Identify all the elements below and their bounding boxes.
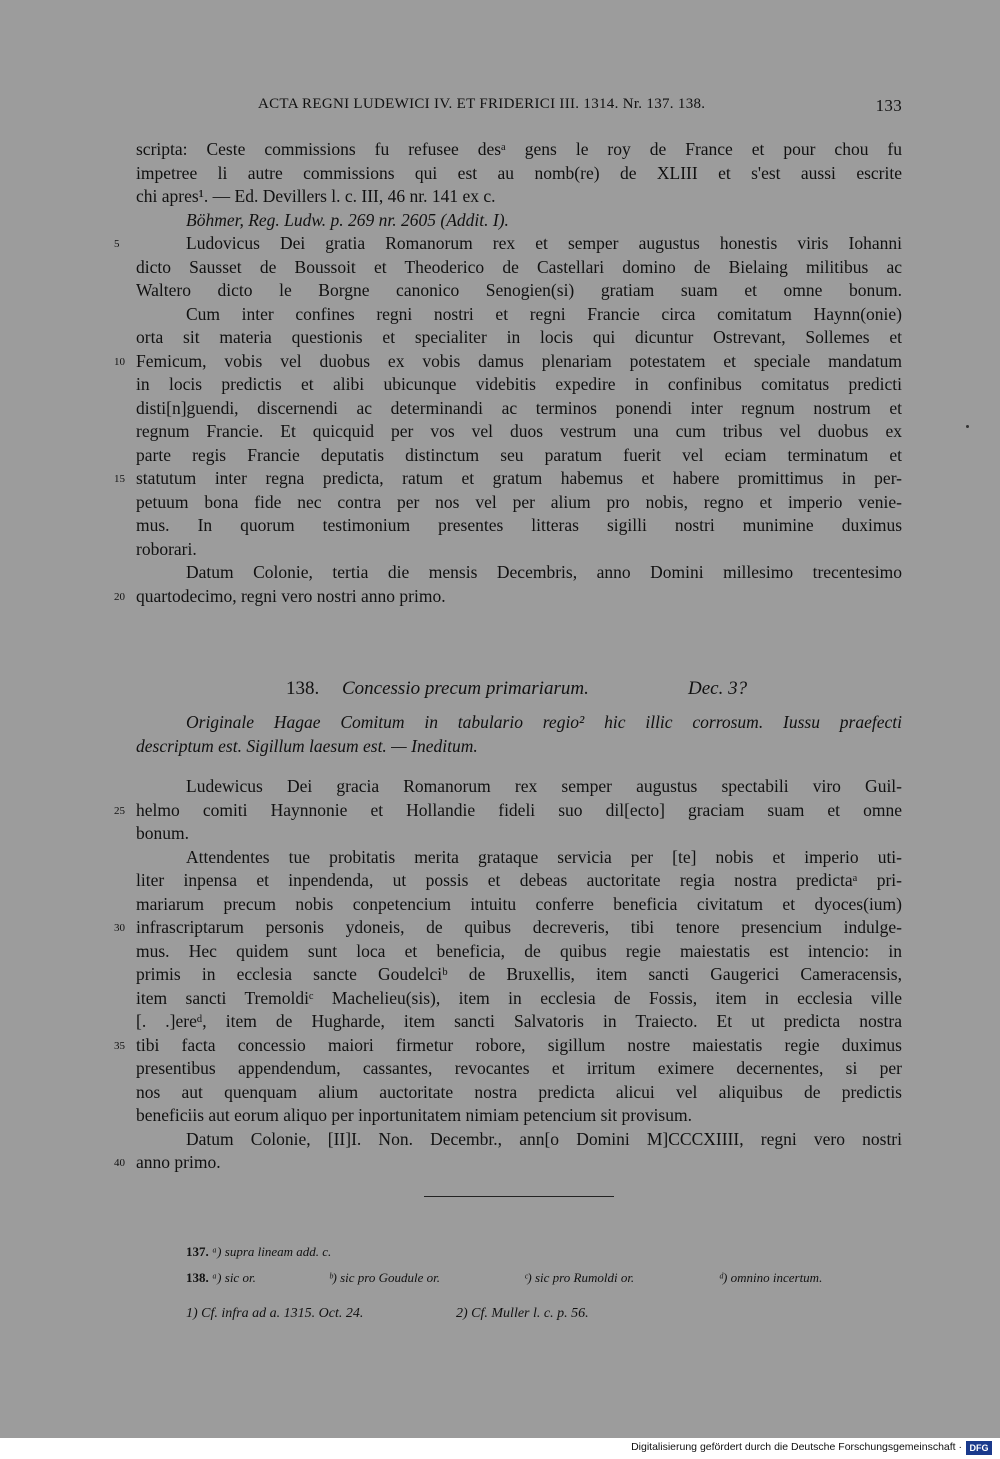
line-text: [. .]ereᵈ, item de Hugharde, item sancti Salvatoris in Traiecto. Et ut predicta nostra (136, 1011, 902, 1031)
text-line (136, 1057, 902, 1081)
line-text: tibi facta concessio maiori firmetur robore, sigillum nostre maiestatis regie duximus (136, 1034, 902, 1055)
text-line (136, 775, 902, 799)
document-title: Concessio precum primariarum. (342, 678, 589, 699)
scan-speck (966, 425, 969, 428)
text-line (136, 279, 902, 303)
footnote-137-a: ᵃ) supra lineam add. c. (212, 1244, 332, 1259)
document-137-text (114, 138, 902, 608)
text-line (114, 1151, 902, 1175)
line-text: bonum. (136, 823, 189, 843)
text-line (136, 538, 902, 562)
footnote-138-a: ᵃ) sic or. (212, 1270, 256, 1285)
digitization-footer (0, 1438, 1000, 1459)
line-text: Attendentes tue probitatis merita grataque servicia per [te] nobis et imperio uti- (186, 846, 902, 867)
text-line (136, 869, 902, 893)
line-text: impetree li autre commissions qui est au nomb(re) de XLIII et s'est aussi escrite (136, 162, 902, 183)
line-text: quartodecimo, regni vero nostri anno primo. (136, 585, 446, 606)
line-text: mus. In quorum testimonium presentes litteras sigilli nostri munimine duximus (136, 515, 902, 535)
footnote-138-c: ᶜ) sic pro Rumoldi or. (524, 1270, 635, 1285)
text-line (136, 711, 902, 735)
text-line (136, 940, 902, 964)
text-line (136, 373, 902, 397)
text-line (136, 256, 902, 280)
footnote-138-b: ᵇ) sic pro Goudule or. (329, 1270, 440, 1285)
line-text: roborari. (136, 538, 197, 559)
line-text: regnum Francie. Et quicquid per vos vel duos vestrum una cum tribus vel duobus ex (136, 421, 902, 441)
line-text: parte regis Francie deputatis distinctum seu paratum fuerit vel eciam terminatum et (136, 444, 902, 465)
text-line (136, 162, 902, 186)
line-number: 10 (114, 355, 125, 368)
text-line (136, 735, 902, 759)
text-line (136, 963, 902, 987)
text-line (136, 185, 902, 209)
text-line (136, 987, 902, 1011)
text-line (114, 350, 902, 374)
line-number: 25 (114, 804, 125, 817)
line-number: 30 (114, 922, 125, 934)
line-text: Ludovicus Dei gratia Romanorum rex et semper augustus honestis viris Iohanni (186, 233, 902, 253)
text-line (136, 420, 902, 444)
line-text: Originale Hagae Comitum in tabulario regio² hic illic corrosum. Iussu praefecti (186, 712, 902, 732)
line-text: orta sit materia questionis et specialiter in locis qui dicuntur Ostrevant, Sollemes et (136, 327, 902, 347)
dfg-logo: DFG (966, 1441, 992, 1455)
line-text: scripta: Ceste commissions fu refusee desᵃ gens le roy de France et pour chou fu (136, 139, 902, 159)
line-text: in locis predictis et alibi ubicunque videbitis expedire in confinibus comitatus predicti (136, 374, 902, 394)
text-line (114, 799, 902, 823)
line-text: item sancti Tremoldiᶜ Machelieu(sis), item in ecclesia de Fossis, item in ecclesia ville (136, 987, 902, 1008)
line-text: infrascriptarum personis ydoneis, de quibus decreveris, tibi tenore presencium indulge- (136, 917, 902, 937)
page-number: 133 (875, 96, 902, 115)
line-text: Ludewicus Dei gracia Romanorum rex semper augustus spectabili viro Guil- (186, 776, 902, 796)
line-text: Waltero dicto le Borgne canonico Senogien(si) gratiam suam et omne bonum. (136, 280, 902, 300)
footnote-doc-number: 138. (186, 1270, 209, 1285)
line-text: Cum inter confines regni nostri et regni Francie circa comitatum Haynn(onie) (186, 303, 902, 324)
line-text: Femicum, vobis vel duobus ex vobis damus plenariam potestatem et speciale mandatum (136, 350, 902, 371)
line-text: mus. Hec quidem sunt loca et beneficia, de quibus regie maiestatis est intencio: in (136, 940, 902, 961)
reference-note-2: 2) Cf. Muller l. c. p. 56. (456, 1306, 589, 1321)
text-line (136, 561, 902, 585)
funding-credit: Digitalisierung gefördert durch die Deutsche Forschungsgemeinschaft · (631, 1441, 962, 1453)
text-line (114, 467, 902, 491)
document-number: 138. (286, 678, 320, 699)
line-text: primis in ecclesia sancte Goudelciᵇ de Bruxellis, item sancti Gaugerici Cameracensis, (136, 964, 902, 984)
text-line (136, 1104, 902, 1128)
text-line (136, 444, 902, 468)
line-text: disti[n]guendi, discernendi ac determinandi ac terminos ponendi inter regnum nostrum et (136, 397, 902, 418)
line-text: statutum inter regna predicta, ratum et gratum habemus et habere promittimus in per- (136, 468, 902, 488)
line-text: Böhmer, Reg. Ludw. p. 269 nr. 2605 (Addit. I). (186, 209, 509, 230)
running-title: ACTA REGNI LUDEWICI IV. ET FRIDERICI III. 1314. Nr. 137. 138. (258, 96, 706, 112)
text-line (136, 846, 902, 870)
line-text: presentibus appendendum, cassantes, revocantes et irritum eximere decernentes, si per (136, 1058, 902, 1078)
text-line (114, 585, 902, 609)
document-138-heading (136, 676, 902, 702)
text-line (136, 822, 902, 846)
line-text: Datum Colonie, tertia die mensis Decembris, anno Domini millesimo trecentesimo (186, 562, 902, 582)
footnote-separator (424, 1196, 614, 1197)
line-text: anno primo. (136, 1152, 221, 1172)
document-138-source-note (136, 711, 902, 758)
text-line (136, 491, 902, 515)
text-line (136, 397, 902, 421)
text-line (136, 1128, 902, 1152)
text-line (136, 893, 902, 917)
text-line (114, 232, 902, 256)
line-text: liter inpensa et inpendenda, ut possis et debeas auctoritate regia nostra predictaᵃ pri- (136, 870, 902, 890)
text-line (136, 326, 902, 350)
line-number: 20 (114, 590, 125, 603)
footnote-doc-number: 137. (186, 1244, 209, 1259)
line-number: 35 (114, 1039, 125, 1052)
line-text: chi apres¹. — Ed. Devillers l. c. III, 46 nr. 141 ex c. (136, 186, 496, 206)
text-line (136, 1010, 902, 1034)
line-text: mariarum precum nobis conpetencium intuitu conferre beneficia civitatum et dyoces(ium) (136, 893, 902, 914)
line-text: helmo comiti Haynnonie et Hollandie fideli suo dil[ecto] graciam suam et omne (136, 799, 902, 820)
text-line (136, 209, 902, 233)
line-number: 40 (114, 1157, 125, 1169)
line-number: 15 (114, 473, 125, 485)
text-line (136, 138, 902, 162)
line-text: Datum Colonie, [II]I. Non. Decembr., ann[o Domini M]CCCXIIII, regni vero nostri (186, 1128, 902, 1149)
line-text: nos aut quenquam alium auctoritate nostra predicta alicui vel aliquibus de predictis (136, 1081, 902, 1102)
document-138-text (114, 775, 902, 1175)
text-line (136, 1081, 902, 1105)
line-text: petuum bona fide nec contra per nos vel per alium pro nobis, regno et imperio venie- (136, 491, 902, 512)
line-text: dicto Sausset de Boussoit et Theoderico de Castellari domino de Bielaing militibus ac (136, 256, 902, 277)
line-number: 5 (114, 238, 120, 250)
text-line (136, 514, 902, 538)
line-text: descriptum est. Sigillum laesum est. — Ineditum. (136, 735, 478, 756)
reference-note-1: 1) Cf. infra ad a. 1315. Oct. 24. (186, 1306, 364, 1321)
footnote-138-d: ᵈ) omnino incertum. (719, 1270, 823, 1285)
line-text: beneficiis aut eorum aliquo per inportunitatem nimiam petencium sit provisum. (136, 1105, 692, 1125)
text-line (114, 916, 902, 940)
text-line (136, 303, 902, 327)
text-line (114, 1034, 902, 1058)
document-date: Dec. 3? (688, 678, 748, 699)
